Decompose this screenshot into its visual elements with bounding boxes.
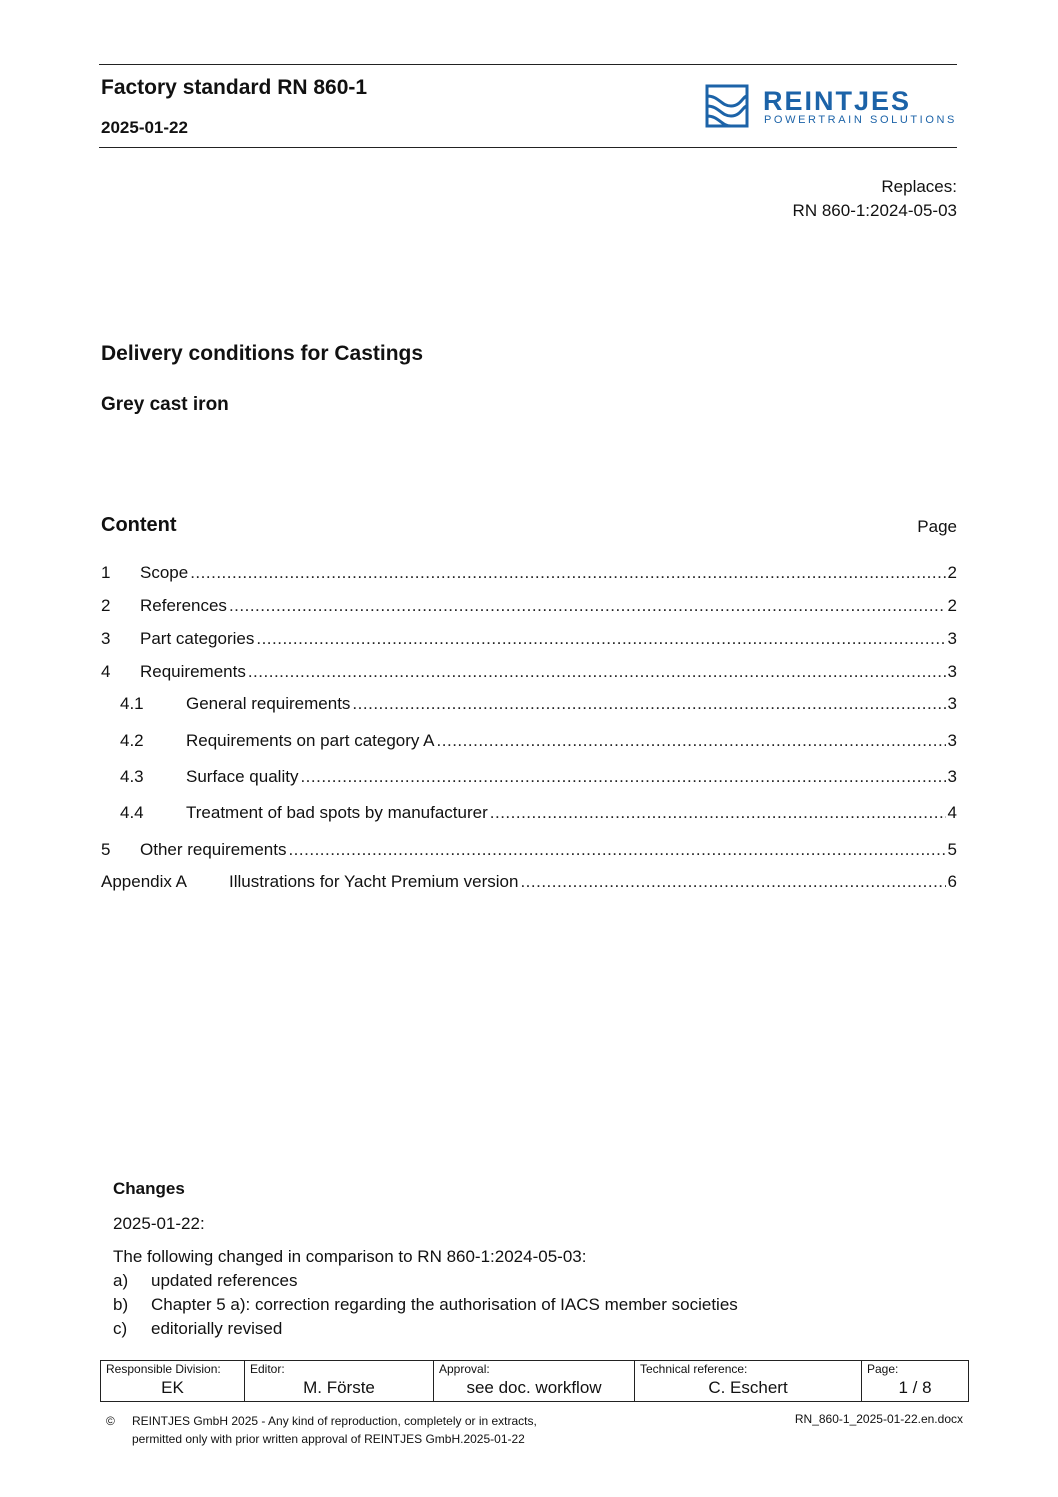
footer-technical-reference-value: C. Eschert	[708, 1378, 788, 1397]
toc-leader	[520, 872, 945, 892]
footer-cell-technical-reference	[635, 1361, 862, 1402]
change-item-text: Chapter 5 a): correction regarding the authorisation of IACS member societies	[151, 1295, 738, 1314]
change-item-letter: c)	[113, 1319, 128, 1338]
change-item-text: editorially revised	[151, 1319, 283, 1338]
toc-entry-number: Appendix A	[101, 872, 188, 891]
toc-entry-page: 6	[947, 872, 957, 891]
logo-name: REINTJES	[763, 86, 912, 116]
footer-editor-label: Editor:	[250, 1362, 285, 1376]
toc-page-heading: Page	[917, 517, 957, 536]
toc-leader	[248, 662, 946, 682]
footer-division-label: Responsible Division:	[106, 1362, 221, 1376]
toc-entry-label: Surface quality	[186, 767, 299, 786]
toc-leader	[190, 563, 945, 583]
change-item-text: updated references	[151, 1271, 298, 1290]
footer-cell-division	[101, 1361, 245, 1402]
toc-entry-page: 3	[947, 662, 957, 681]
toc-entry-number: 4	[101, 662, 111, 681]
toc-leader	[288, 840, 945, 860]
toc-entry-label: Other requirements	[140, 840, 287, 859]
toc-entry-page: 3	[947, 731, 957, 750]
toc-entry-label: Illustrations for Yacht Premium version	[229, 872, 519, 891]
toc-entry[interactable]	[101, 662, 957, 684]
footer-approval-value: see doc. workflow	[466, 1378, 602, 1397]
copyright-line-2: permitted only with prior written approval of REINTJES GmbH.2025-01-22	[132, 1432, 525, 1446]
change-item	[113, 1319, 282, 1339]
toc-heading: Content	[101, 514, 177, 536]
reintjes-logo	[705, 84, 961, 130]
document-filename: RN_860-1_2025-01-22.en.docx	[794, 1412, 963, 1426]
logo-tagline: POWERTRAIN SOLUTIONS	[764, 114, 957, 126]
change-item-letter: b)	[113, 1295, 129, 1314]
footer-table	[100, 1360, 969, 1402]
document-subtitle: Grey cast iron	[101, 394, 229, 415]
header-bottom-rule	[99, 147, 957, 148]
document-title: Delivery conditions for Castings	[101, 342, 424, 365]
footer-cell-editor	[245, 1361, 434, 1402]
footer-page-label: Page:	[867, 1362, 899, 1376]
copyright-symbol: ©	[106, 1414, 115, 1428]
toc-entry-number: 3	[101, 629, 111, 648]
toc-entry-page: 3	[947, 767, 957, 786]
replaces-value: RN 860-1:2024-05-03	[792, 201, 957, 220]
toc-entry[interactable]	[101, 596, 957, 618]
toc-entry[interactable]	[101, 629, 957, 651]
toc-entry[interactable]	[101, 803, 957, 825]
toc-entry[interactable]	[101, 694, 957, 716]
standard-title: Factory standard RN 860-1	[101, 76, 368, 99]
toc-entry-label: General requirements	[186, 694, 351, 713]
changes-heading: Changes	[113, 1179, 185, 1198]
toc-leader	[300, 767, 945, 787]
change-item-letter: a)	[113, 1271, 129, 1290]
toc-entry-label: Treatment of bad spots by manufacturer	[186, 803, 488, 822]
toc-entry-number: 4.2	[120, 731, 144, 750]
toc-entry-label: Scope	[140, 563, 189, 582]
toc-leader	[256, 629, 945, 649]
toc-leader	[352, 694, 945, 714]
footer-page-value: 1 / 8	[898, 1378, 932, 1397]
toc-entry-page: 4	[947, 803, 957, 822]
copyright-notice	[106, 1412, 537, 1448]
copyright-line-1: REINTJES GmbH 2025 - Any kind of reproduction, completely or in extracts,	[132, 1414, 537, 1428]
footer-approval-label: Approval:	[439, 1362, 490, 1376]
toc-entry-number: 4.4	[120, 803, 144, 822]
toc-entry-number: 5	[101, 840, 111, 859]
change-item	[113, 1271, 298, 1291]
toc-entry[interactable]	[101, 840, 957, 862]
changes-intro: The following changed in comparison to RN 860-1:2024-05-03:	[113, 1247, 587, 1266]
standard-date: 2025-01-22	[101, 118, 188, 137]
footer-division-value: EK	[161, 1378, 184, 1397]
toc-entry[interactable]	[101, 563, 957, 585]
changes-date: 2025-01-22:	[113, 1214, 205, 1233]
footer-editor-value: M. Förste	[303, 1378, 375, 1397]
footer-cell-page	[862, 1361, 969, 1402]
header-top-rule	[99, 64, 957, 65]
replaces-label: Replaces:	[881, 177, 957, 196]
toc-entry-number: 1	[101, 563, 111, 582]
toc-entry-number: 4.3	[120, 767, 144, 786]
toc-entry-label: References	[140, 596, 227, 615]
toc-entry[interactable]	[101, 767, 957, 789]
footer-cell-approval	[434, 1361, 635, 1402]
toc-entry-page: 3	[947, 694, 957, 713]
toc-entry-page: 5	[947, 840, 957, 859]
reintjes-logo-icon	[705, 84, 749, 128]
toc-entry-label: Requirements	[140, 662, 246, 681]
replaces-block	[793, 175, 957, 223]
toc-entry-label: Requirements on part category A	[186, 731, 435, 750]
toc-entry-page: 2	[947, 596, 957, 615]
toc-entry[interactable]	[101, 872, 957, 894]
toc-leader	[229, 596, 946, 616]
toc-leader	[490, 803, 946, 823]
toc-entry-label: Part categories	[140, 629, 255, 648]
toc-entry-page: 3	[947, 629, 957, 648]
toc-entry-page: 2	[947, 563, 957, 582]
toc-entry-number: 2	[101, 596, 111, 615]
toc-leader	[437, 731, 946, 751]
toc-entry[interactable]	[101, 731, 957, 753]
change-item	[113, 1295, 738, 1315]
footer-technical-reference-label: Technical reference:	[640, 1362, 748, 1376]
toc-entry-number: 4.1	[120, 694, 144, 713]
